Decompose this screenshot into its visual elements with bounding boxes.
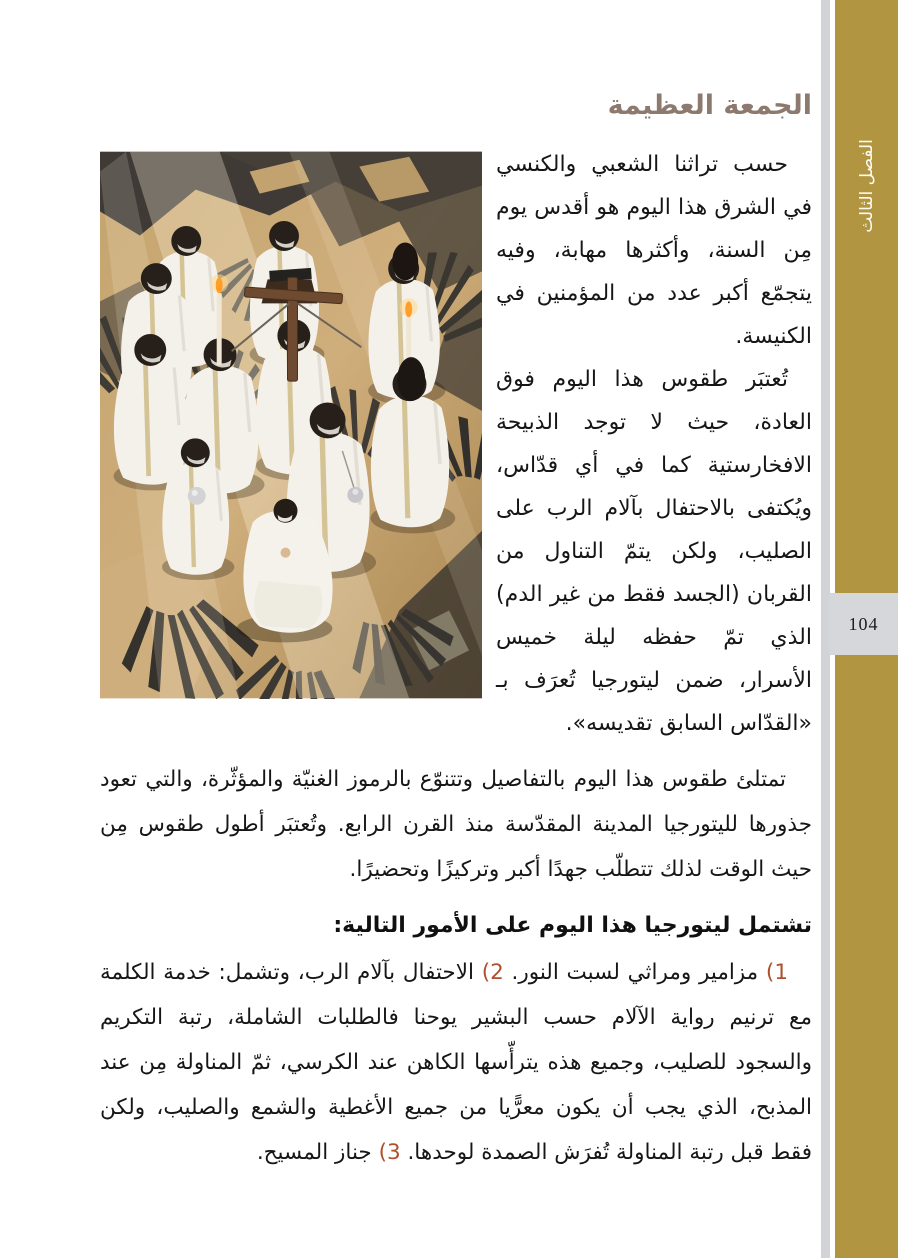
list-item-text: جناز المسيح. [256,1140,379,1166]
numbered-list-paragraph [100,950,812,1175]
list-number-3: 3) [378,1140,401,1166]
procession-photo-illustration [100,151,482,699]
list-item-text: الاحتفال بآلام الرب، وتشمل: خدمة الكلمة مع ترنيم رواية الآلام حسب البشير يوحنا فالطلبات الشاملة، رتبة التكريم والسجود للصليب، وجميع هذه يترأّسها الكاهن عند الكرسي، ثمّ المناولة مِن عند المذبح، الذي يجب أن يكون معرًّيا من جميع الأغطية والشمع والصليب، ولكن فقط قبل رتبة المناولة تُفرَش الصمدة لوحدها. [100,960,812,1166]
page-number: 104 [848,613,879,634]
list-number-2: 2) [481,960,504,986]
paragraph: حسب تراثنا الشعبي والكنسي في الشرق هذا اليوم هو أقدس يوم مِن السنة، وأكثرها مهابة، وفيه يتجمّع أكبر عدد من المؤمنين في الكنيسة. [496,152,812,350]
page-title: الجمعة العظيمة [607,90,812,121]
list-item-text: مزامير ومراثي لسبت النور. [503,960,766,986]
list-number-1: 1) [765,960,788,986]
chapter-label: الفصل الثالث [856,138,877,233]
photo-and-text-section [100,143,812,745]
page-number-block [829,593,898,655]
side-text-column [496,143,812,745]
good-friday-procession-photo [100,151,482,699]
paragraph: تمتلئ طقوس هذا اليوم بالتفاصيل وتتنوّع بالرموز الغنيّة والمؤثّرة، والتي تعود جذورها لليتورجيا المدينة المقدّسة منذ القرن الرابع. وتُعتبَر أطول طقوس مِن حيث الوقت لذلك تتطلّب جهدًا أكبر وتركيزًا وتحضيرًا. [100,767,812,883]
chapter-tab [835,68,898,303]
paragraph: تُعتبَر طقوس هذا اليوم فوق العادة، حيث لا توجد الذبيحة الافخارستية كما في أي قدّاس، ويُكتفى بالاحتفال بآلام الرب على الصليب، ولكن يتمّ التناول من القربان (الجسد فقط من غير الدم) الذي تمّ حفظه ليلة خميس الأسرار، ضمن ليتورجيا تُعرَف بـ «القدّاس السابق تقديسه». [496,367,812,737]
list-subheading: تشتمل ليتورجيا هذا اليوم على الأمور التالية: [333,913,812,939]
